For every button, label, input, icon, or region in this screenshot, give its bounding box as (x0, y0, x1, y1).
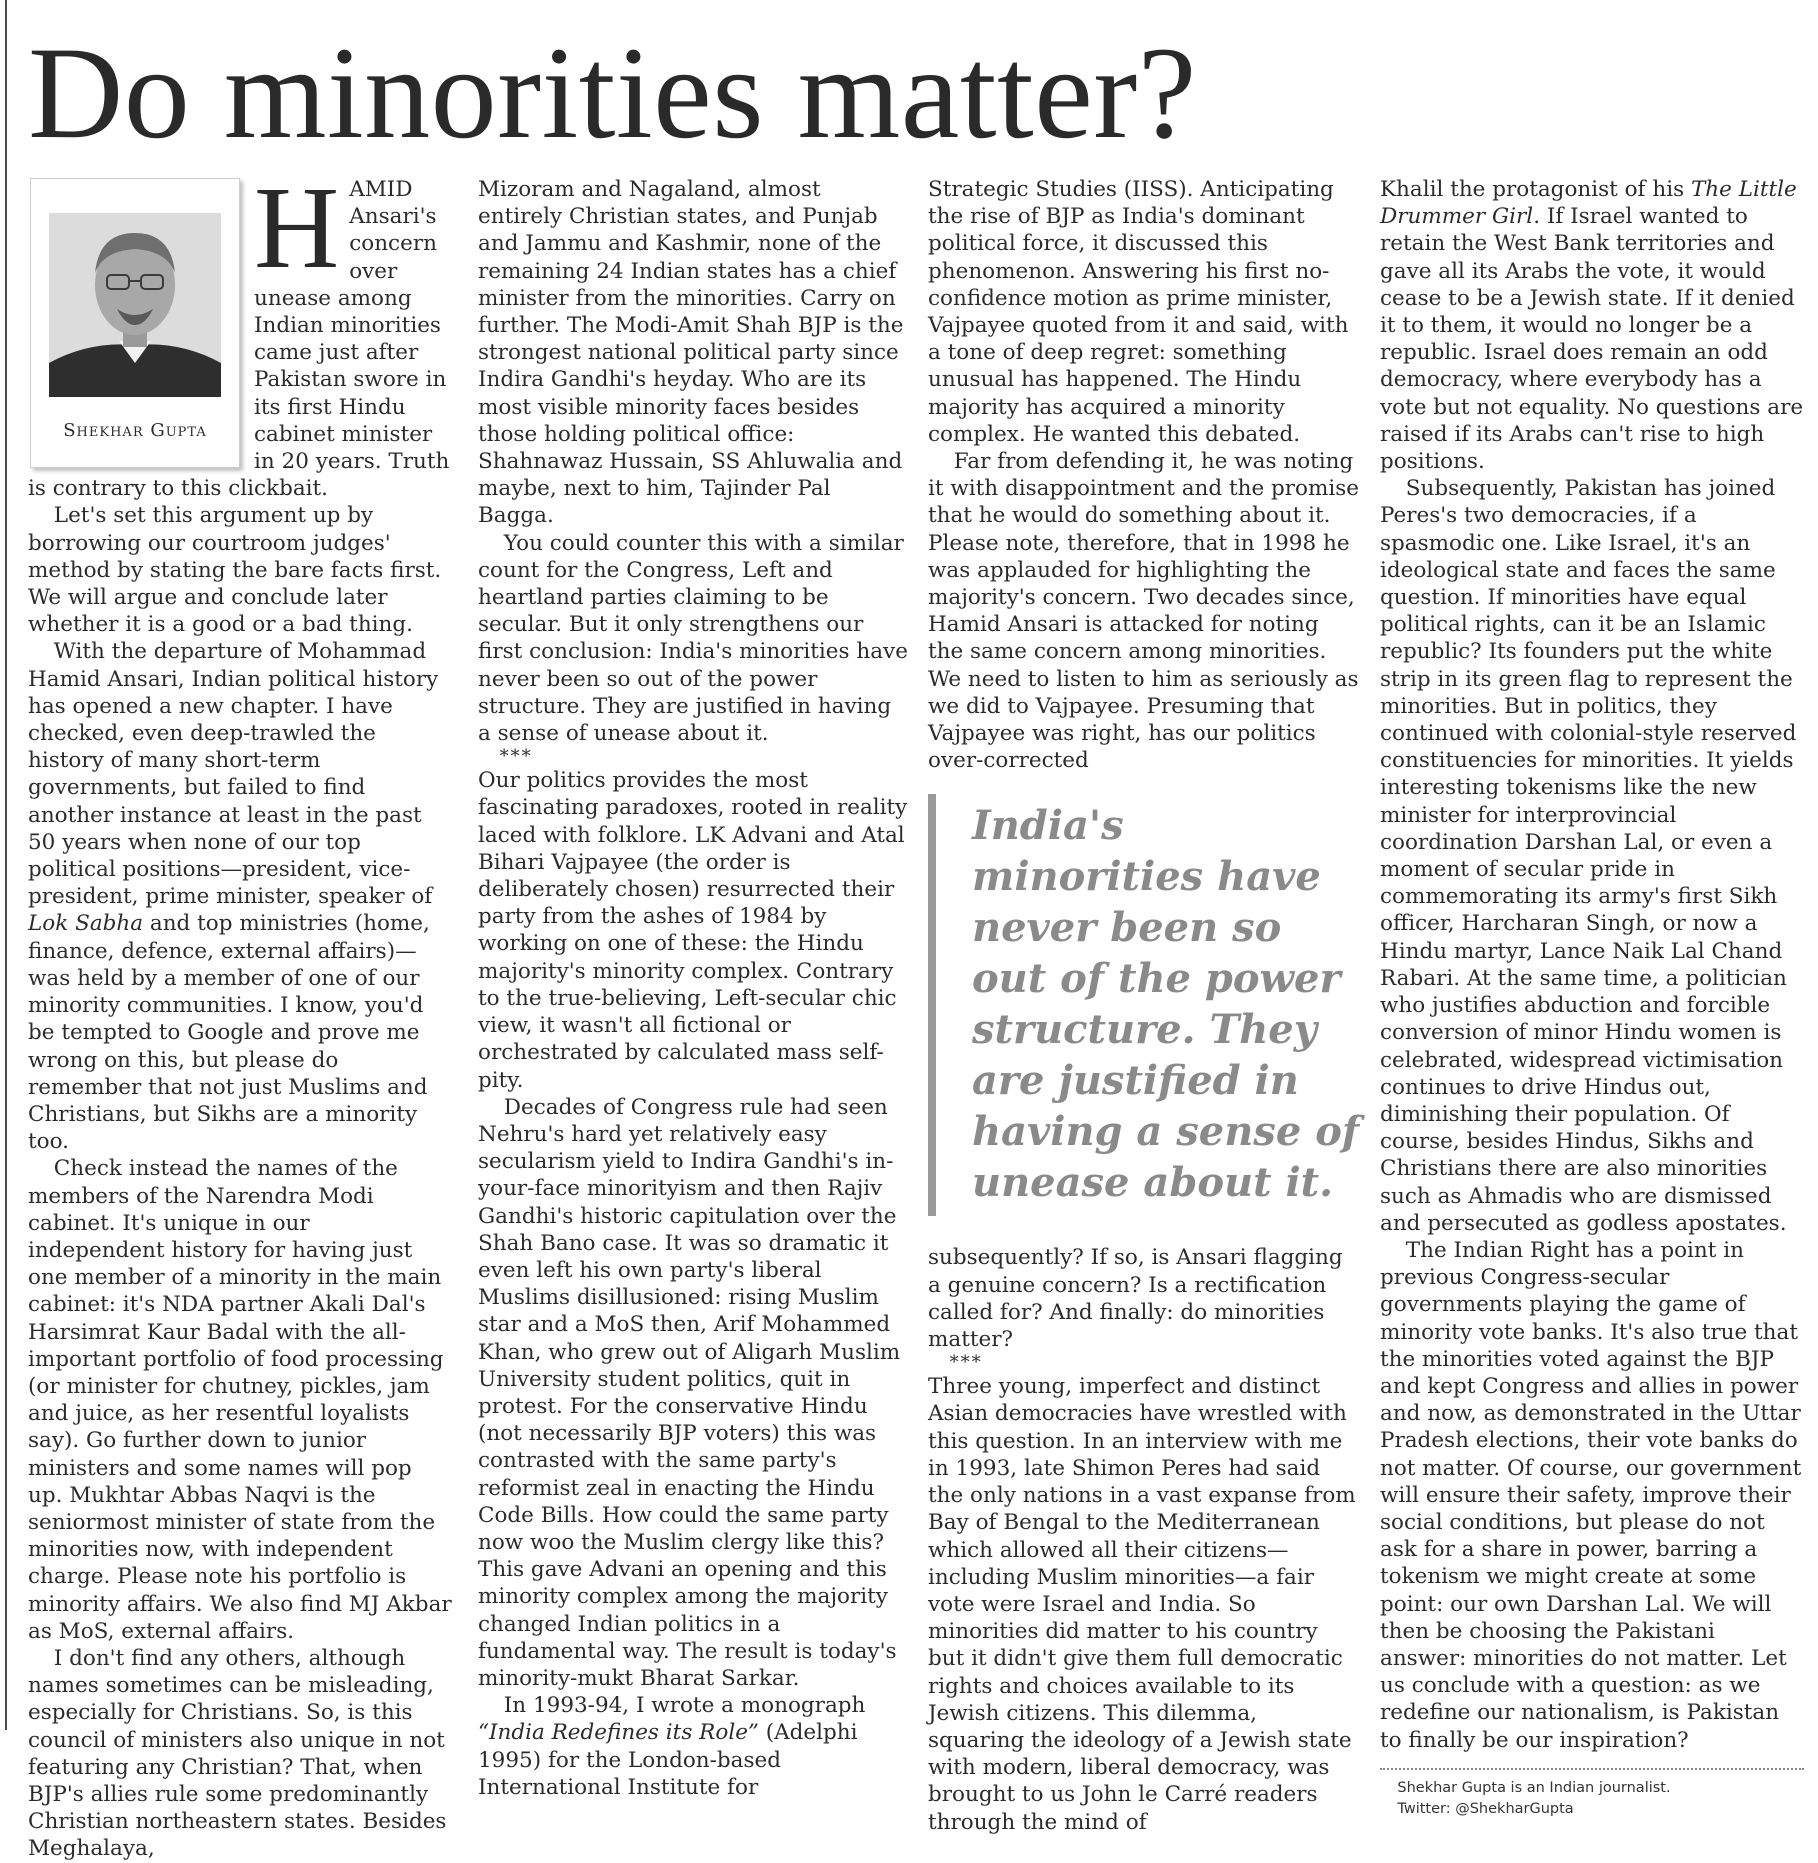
paragraph: Subsequently, Pakistan has joined Peres's two democracies, if a spasmodic one. Like Israel, it's an ideological state and faces the same question. If minorities have equal political rights, can it be an Islamic republic? Its founders put the white strip in its green flag to represent the minorities. But in politics, they continued with colonial-style reserved constituencies for minorities. It yields interesting tokenisms like the new minister for interprovincial coordination Darshan Lal, or even a moment of secular pride in commemorating its army's first Sikh officer, Harcharan Singh, or now a Hindu martyr, Lance Naik Lal Chand Rabari. At the same time, a politician who justifies abduction and forcible conversion of minor Hindu women is celebrated, widespread victimisation continues to drive Hindus out, diminishing their population. Of course, besides Hindus, Sikhs and Christians there are also minorities such as Ahmadis who are dismissed and persecuted as godless apostates. (1380, 476, 1797, 1236)
author-box (30, 178, 240, 468)
italic-term: Lok Sabha (28, 911, 144, 937)
paragraph: Let's set this argument up by borrowing our courtroom judges' method by stating the bare facts first. We will argue and conclude later whether it is a good or a bad thing. (28, 503, 442, 638)
italic-book-title: The Little Drummer Girl (1380, 177, 1797, 230)
section-break: *** (499, 746, 533, 768)
column-3 (928, 176, 1360, 1836)
column-4 (1380, 176, 1804, 1820)
author-name: Shekhar Gupta (63, 420, 207, 441)
author-portrait-image (49, 213, 221, 397)
paragraph: Check instead the names of the members of the Narendra Modi cabinet. It's unique in our independent history for having just one member of a minority in the main cabinet: it's NDA partner Akali Dal's Harsimrat Kaur Badal with the all-important portfolio of food processing (or minister for chutney, pickles, jam and juice, as her resentful loyalists say). Go further down to junior ministers and some names will pop up. Mukhtar Abbas Naqvi is the seniormost minister of state from the minorities now, with independent charge. Please note his portfolio is minority affairs. We also find MJ Akbar as MoS, external affairs. (28, 1156, 452, 1644)
footer-divider (1380, 1768, 1804, 1770)
paragraph: With the departure of Mohammad Hamid Ansari, Indian political history has opened a new chapter. I have checked, even deep-trawled the history of many short-term governments, but failed to find another instance at least in the past 50 years when none of our top political positions—president, vice-president, prime minister, speaker of Lok Sabha and top ministries (home, finance, defence, external affairs)—was held by a member of one of our minority communities. I know, you'd be tempted to Google and prove me wrong on this, but please do remember that not just Muslims and Christians, but Sikhs are a minority too. (28, 639, 439, 1155)
author-twitter: Twitter: @ShekharGupta (1397, 1800, 1574, 1817)
paragraph: The Indian Right has a point in previous Congress-secular governments playing the game of minority vote banks. It's also true that the minorities voted against the BJP and kept Congress and allies in power and now, as demonstrated in the Uttar Pradesh elections, their vote banks do not matter. Of course, our government will ensure their safety, improve their social conditions, but please do not ask for a share in power, barring a tokenism we might create at some point: our own Darshan Lal. We will then be choosing the Pakistani answer: minorities do not matter. Let us conclude with a question: as we redefine our nationalism, is Pakistan to finally be our inspiration? (1380, 1237, 1802, 1753)
pull-quote: India's minorities have never been so out of the power structure. They are justified in having a sense of unease about it. (928, 794, 1360, 1216)
column-1 (28, 162, 452, 1863)
paragraph: Khalil the protagonist of his The Little Drummer Girl. If Israel wanted to retain the West Bank territories and gave all its Arabs the vote, it would cease to be a Jewish state. If it denied it to them, it would no longer be a republic. Israel does remain an odd democracy, where everybody has a vote but not equality. No questions are raised if its Arabs can't rise to high positions. (1380, 177, 1804, 475)
italic-title: “India Redefines its Role” (478, 1720, 759, 1746)
paragraph: I don't find any others, although names sometimes can be misleading, especially for Christians. So, is this council of ministers also unique in not featuring any Christian? That, when BJP's allies rule some predominantly Christian northeastern states. Besides Meghalaya, (28, 1645, 447, 1862)
paragraph: Strategic Studies (IISS). Anticipating the rise of BJP as India's dominant political force, it discussed this phenomenon. Answering his first no-confidence motion as prime minister, Vajpayee quoted from it and said, with a tone of deep regret: something unusual has happened. The Hindu majority has acquired a minority complex. He wanted this debated. (928, 177, 1349, 447)
paragraph: You could counter this with a similar count for the Congress, Left and heartland parties claiming to be secular. But it only strengthens our first conclusion: India's minorities have never been so out of the power structure. They are justified in having a sense of unease about it. (478, 530, 908, 747)
author-photo (49, 213, 221, 397)
paragraph: Decades of Congress rule had seen Nehru's hard yet relatively easy secularism yield to Indira Gandhi's in-your-face minorityism and then Rajiv Gandhi's historic capitulation over the Shah Bano case. It was so dramatic it even left his own party's liberal Muslims disillusioned: rising Muslim star and a MoS then, Arif Mohammed Khan, who grew out of Aligarh Muslim University student politics, quit in protest. For the conservative Hindu (not necessarily BJP voters) this was contrasted with the same party's reformist zeal in enacting the Hindu Code Bills. How could the same party now woo the Muslim clergy like this? This gave Advani an opening and this minority complex among the majority changed Indian politics in a fundamental way. The result is today's minority-mukt Bharat Sarkar. (478, 1094, 901, 1691)
lead-paragraph: AMID Ansari's concern over unease among Indian minorities came just after Pakistan swore in its first Hindu cabinet minister in 20 years. Truth is contrary to this clickbait. (28, 177, 450, 502)
headline: Do minorities matter? (28, 19, 1197, 166)
paragraph: Mizoram and Nagaland, almost entirely Christian states, and Punjab and Jammu and Kashmir, none of the remaining 24 Indian states has a chief minister from the minorities. Carry on further. The Modi-Amit Shah BJP is the strongest national political party since Indira Gandhi's heyday. Who are its most visible minority faces besides those holding political office: Shahnawaz Hussain, SS Ahluwalia and maybe, next to him, Tajinder Pal Bagga. (478, 177, 904, 529)
paragraph: Three young, imperfect and distinct Asian democracies have wrestled with this question. In an interview with me in 1993, late Shimon Peres had said the only nations in a vast expanse from Bay of Bengal to the Mediterranean which allowed all their citizens—including Muslim minorities—a fair vote were Israel and India. So minorities did matter to his country but it didn't give them full democratic rights and choices available to its Jewish citizens. This dilemma, squaring the ideology of a Jewish state with modern, liberal democracy, was brought to us John le Carré readers through the mind of (928, 1374, 1356, 1835)
paragraph: In 1993-94, I wrote a monograph “India Redefines its Role” (Adelphi 1995) for the London-based International Institute for (478, 1693, 866, 1800)
paragraph: Our politics provides the most fascinating paradoxes, rooted in reality laced with folklore. LK Advani and Atal Bihari Vajpayee (the order is deliberately chosen) resurrected their party from the ashes of 1984 by working on one of these: the Hindu majority's minority complex. Contrary to the true-believing, Left-secular chic view, it wasn't all fictional or orchestrated by calculated mass self-pity. (478, 768, 908, 1093)
paragraph: subsequently? If so, is Ansari flagging a genuine concern? Is a rectification called for? And finally: do minorities matter? (928, 1245, 1343, 1353)
left-margin-rule (5, 0, 7, 1730)
paragraph: Far from defending it, he was noting it with disappointment and the promise that he would do something about it. Please note, therefore, that in 1998 he was applauded for highlighting the majority's concern. Two decades since, Hamid Ansari is attacked for noting the same concern among minorities. We need to listen to him as seriously as we did to Vajpayee. Presuming that Vajpayee was right, has our politics over-corrected (928, 449, 1360, 774)
section-break: *** (949, 1352, 983, 1374)
author-bio: Shekhar Gupta is an Indian journalist. (1397, 1779, 1671, 1796)
column-2 (478, 176, 910, 1801)
drop-cap: H (254, 162, 340, 293)
